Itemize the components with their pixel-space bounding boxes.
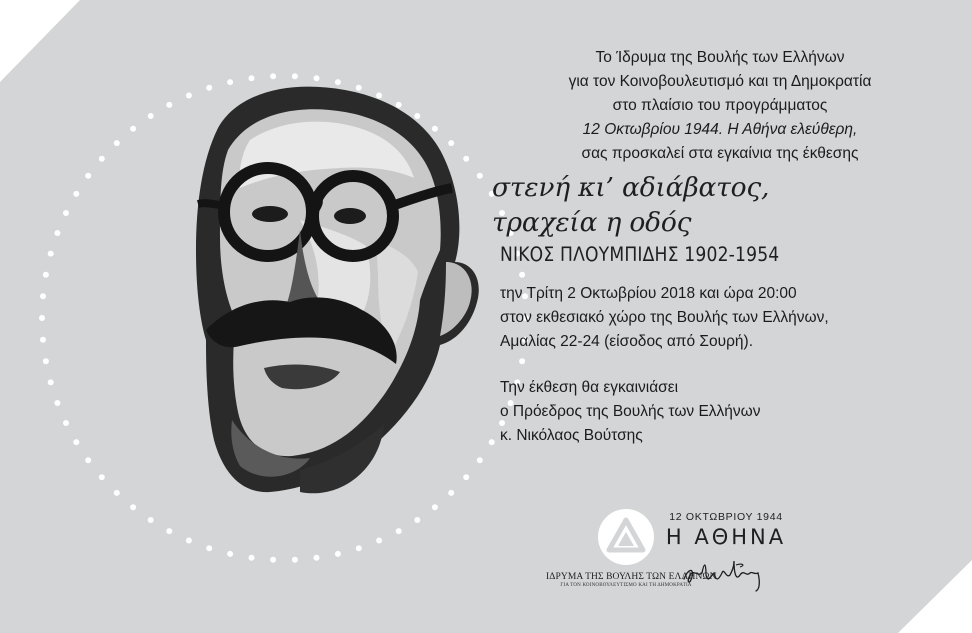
circle-dot — [39, 315, 45, 321]
circle-dot — [54, 230, 60, 236]
title-line: στενή κι’ αδιάβατος, — [492, 172, 770, 203]
circle-dot — [85, 457, 91, 463]
circle-dot — [414, 517, 420, 523]
circle-dot — [63, 420, 69, 426]
circle-dot — [130, 126, 136, 132]
artist-name: ΝΙΚΟΣ ΠΛΟΥΜΠΙΔΗΣ 1902-1954 — [500, 243, 780, 266]
circle-dot — [99, 474, 105, 480]
circle-dot — [114, 490, 120, 496]
circle-dot — [448, 490, 454, 496]
circle-dot — [43, 358, 49, 364]
foundation-name: ΙΔΡΥΜΑ ΤΗΣ ΒΟΥΛΗΣ ΤΩΝ ΕΛΛΗΝΩΝ — [546, 572, 717, 582]
circle-dot — [448, 140, 454, 146]
opener-line: Την έκθεση θα εγκαινιάσει — [500, 379, 679, 396]
circle-dot — [376, 538, 382, 544]
circle-dot — [148, 113, 154, 119]
circle-dot — [249, 555, 255, 561]
circle-dot — [396, 102, 402, 108]
event-address: Αμαλίας 22-24 (είσοδος από Σουρή). — [500, 333, 754, 350]
intro-paragraph — [500, 46, 940, 166]
circle-dot — [477, 173, 483, 179]
foundation-subtitle: ΓΙΑ ΤΟΝ ΚΟΙΝΟΒΟΥΛΕΥΤΙΣΜΟ ΚΑΙ ΤΗ ΔΗΜΟΚΡΑΤΙΑ — [560, 583, 692, 588]
intro-line: για τον Κοινοβουλευτισμό και τη Δημοκρατία — [568, 73, 872, 90]
invitation-text — [492, 46, 940, 448]
circle-dot — [463, 156, 469, 162]
circle-dot — [396, 528, 402, 534]
intro-line: σας προσκαλεί στα εγκαίνια της έκθεσης — [581, 145, 859, 162]
program-name: 12 Οκτωβρίου 1944. Η Αθήνα ελεύθερη, — [582, 121, 858, 138]
circle-dot — [43, 272, 49, 278]
athens-word: Η ΑΘΗΝΑ — [665, 525, 787, 549]
circle-dot — [463, 474, 469, 480]
circle-dot — [270, 73, 276, 79]
intro-line: στο πλαίσιο του προγράμματος — [612, 97, 828, 114]
circle-dot — [292, 73, 298, 79]
event-venue: στον εκθεσιακό χώρο της Βουλής των Ελλήνων, — [500, 309, 829, 326]
circle-dot — [432, 504, 438, 510]
circle-dot — [292, 557, 298, 563]
event-details — [500, 282, 940, 354]
circle-dot — [63, 210, 69, 216]
circle-dot — [54, 400, 60, 406]
intro-line: Το Ίδρυμα της Βουλής των Ελλήνων — [595, 49, 845, 66]
circle-dot — [40, 293, 46, 299]
event-date: την Τρίτη 2 Οκτωβρίου 2018 και ώρα 20:00 — [500, 285, 797, 302]
opener-line: ο Πρόεδρος της Βουλής των Ελλήνων — [500, 403, 761, 420]
circle-dot — [249, 75, 255, 81]
athens-logo — [664, 511, 788, 549]
athens-date: 12 ΟΚΤΩΒΡΙΟΥ 1944 — [669, 511, 783, 523]
signature-ελεύθερη — [680, 553, 776, 593]
exhibition-title — [492, 170, 932, 240]
circle-dot — [227, 551, 233, 557]
triangle-logo-icon — [597, 508, 655, 566]
circle-dot — [206, 85, 212, 91]
circle-dot — [227, 79, 233, 85]
circle-dot — [48, 379, 54, 385]
circle-dot — [186, 93, 192, 99]
circle-dot — [114, 140, 120, 146]
circle-dot — [206, 545, 212, 551]
circle-dot — [130, 504, 136, 510]
circle-dot — [314, 75, 320, 81]
opener-line: κ. Νικόλαος Βούτσης — [500, 427, 643, 444]
circle-dot — [414, 113, 420, 119]
circle-dot — [186, 538, 192, 544]
circle-dot — [335, 79, 341, 85]
title-line: τραχεία η οδός — [492, 207, 692, 238]
circle-dot — [376, 93, 382, 99]
circle-dot — [477, 457, 483, 463]
circle-dot — [85, 173, 91, 179]
circle-dot — [73, 191, 79, 197]
circle-dot — [48, 251, 54, 257]
circle-dot — [356, 85, 362, 91]
opening-by — [500, 376, 940, 448]
circle-dot — [356, 545, 362, 551]
circle-dot — [314, 555, 320, 561]
circle-dot — [270, 557, 276, 563]
circle-dot — [148, 517, 154, 523]
circle-dot — [99, 156, 105, 162]
circle-dot — [335, 551, 341, 557]
circle-dot — [489, 439, 495, 445]
portrait-face — [196, 87, 479, 494]
circle-dot — [432, 126, 438, 132]
circle-dot — [40, 337, 46, 343]
circle-dot — [73, 439, 79, 445]
circle-dot — [166, 528, 172, 534]
circle-dot — [166, 102, 172, 108]
